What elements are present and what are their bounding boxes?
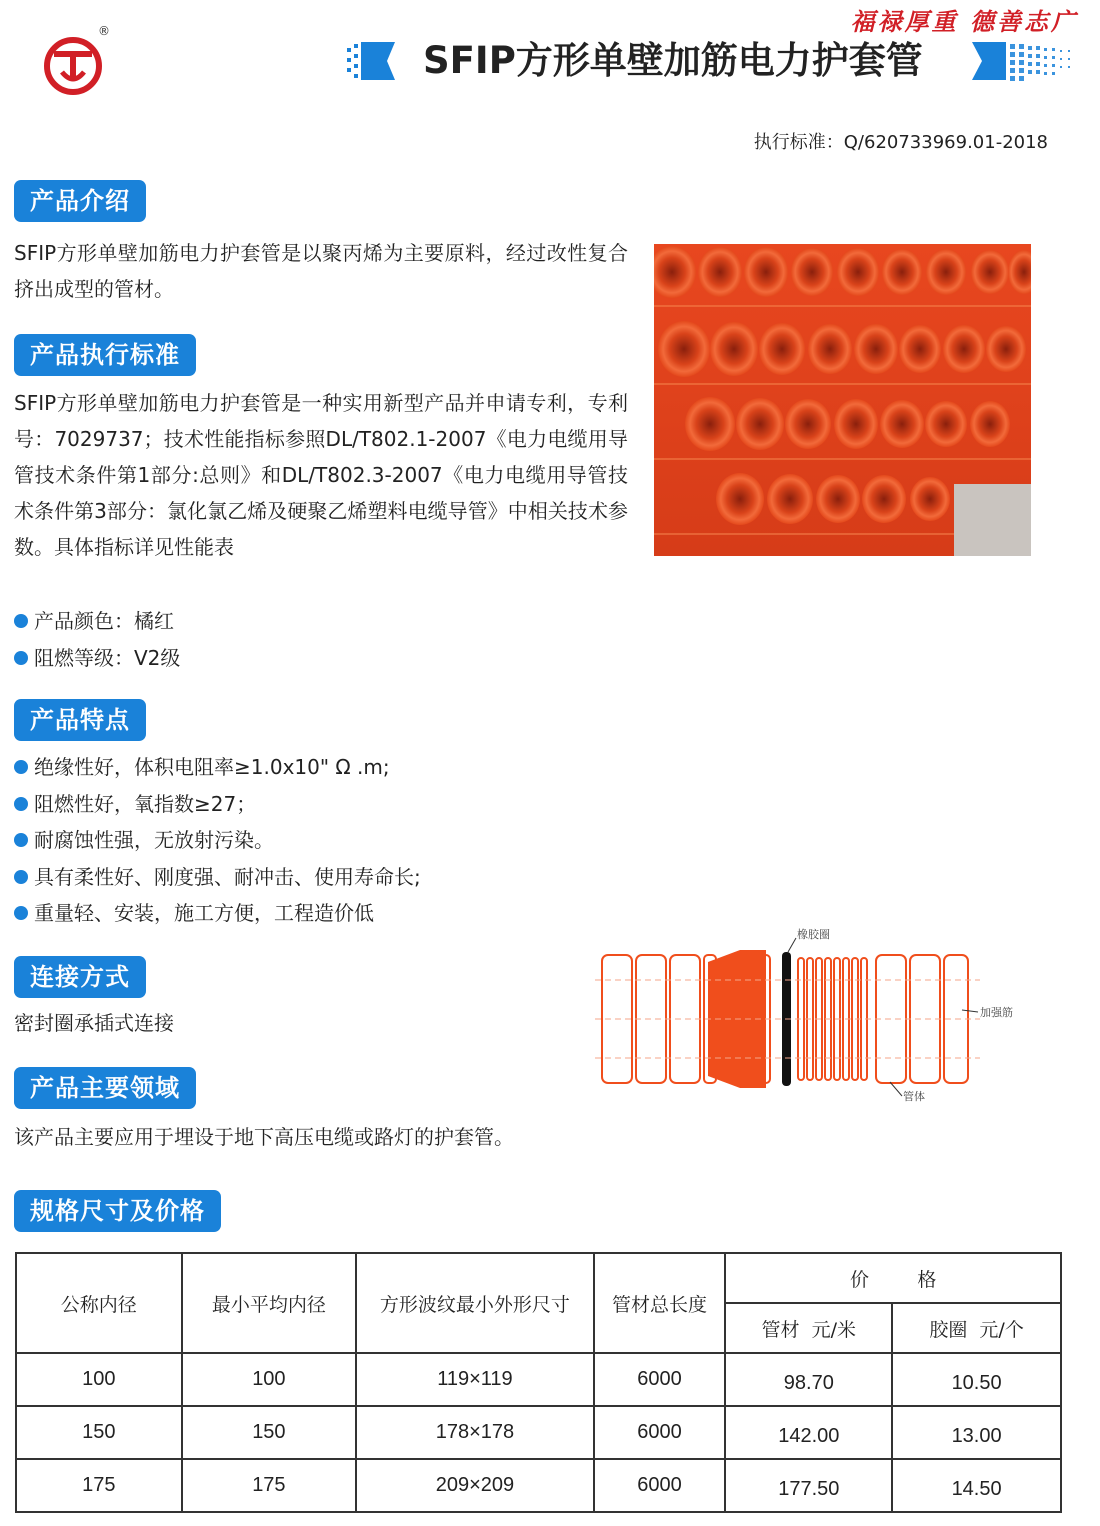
standard-text: SFIP方形单壁加筋电力护套管是一种实用新型产品并申请专利，专利号：7029737；技术性能指标参照DL/T802.1-2007《电力电缆用导管技术条件第1部分:总则》和DL/T802.3-2007《电力电缆用导管技术条件第3部分：氯化氯乙烯及硬聚乙烯塑料电缆导管》中相关技术参数。具体指标详见性能表 (14, 391, 628, 559)
list-item: 绝缘性好，体积电阻率≥1.0x10" Ω .m; (14, 749, 421, 786)
bullet-dot-icon (14, 797, 28, 811)
bullet-dot-icon (14, 614, 28, 628)
header-min-avg-diameter: 最小平均内径 (182, 1253, 357, 1353)
label-rib: 加强筋 (980, 1006, 1013, 1019)
list-item: 阻燃性好，氧指数≥27； (14, 786, 421, 823)
bullet-dot-icon (14, 760, 28, 774)
section-tag-spec: 规格尺寸及价格 (14, 1190, 221, 1232)
section-tag-features: 产品特点 (14, 699, 146, 741)
spec-price-table (15, 1252, 1062, 1513)
connection-text: 密封圈承插式连接 (14, 1011, 174, 1035)
section-tag-standard: 产品执行标准 (14, 334, 196, 376)
label-body: 管体 (903, 1090, 925, 1103)
section-tag-connection: 连接方式 (14, 956, 146, 998)
fields-text: 该产品主要应用于埋设于地下高压电缆或路灯的护套管。 (14, 1125, 514, 1149)
title-bar (345, 38, 1090, 84)
features-list (14, 749, 421, 932)
list-item: 阻燃等级：V2级 (14, 640, 180, 677)
slogan: 福禄厚重 德善志广 (850, 7, 1078, 36)
title-deco-right-icon (972, 38, 1090, 84)
bullet-dot-icon (14, 870, 28, 884)
list-item: 耐腐蚀性强，无放射污染。 (14, 822, 421, 859)
registered-mark: ® (98, 24, 110, 38)
section-tag-intro: 产品介绍 (14, 180, 146, 222)
header-price: 价 格 (725, 1253, 1061, 1303)
table-row: 100 100 119×119 6000 98.70 10.50 (16, 1353, 1061, 1406)
list-item: 重量轻、安装，施工方便，工程造价低 (14, 895, 421, 932)
header-total-length: 管材总长度 (594, 1253, 726, 1353)
header-pipe-price: 管材 元/米 (725, 1303, 892, 1353)
connection-diagram (590, 920, 1030, 1110)
bullet-dot-icon (14, 833, 28, 847)
section-tag-fields: 产品主要领域 (14, 1067, 196, 1109)
executive-standard: 执行标准：Q/620733969.01-2018 (753, 132, 1048, 153)
list-item: 产品颜色：橘红 (14, 603, 180, 640)
table-row: 150 150 178×178 6000 142.00 13.00 (16, 1406, 1061, 1459)
bullet-dot-icon (14, 906, 28, 920)
table-row: 175 175 209×209 6000 177.50 14.50 (16, 1459, 1061, 1512)
page-title: SFIP方形单壁加筋电力护套管 (423, 39, 923, 82)
intro-text: SFIP方形单壁加筋电力护套管是以聚丙烯为主要原料，经过改性复合挤出成型的管材。 (14, 241, 628, 301)
product-photo (654, 244, 1031, 556)
label-rubber-ring: 橡胶圈 (797, 928, 830, 941)
header-ring-price: 胶圈 元/个 (892, 1303, 1061, 1353)
standard-bullets (14, 603, 180, 676)
header-outer-size: 方形波纹最小外形尺寸 (356, 1253, 594, 1353)
list-item: 具有柔性好、刚度强、耐冲击、使用寿命长; (14, 859, 421, 896)
header-nominal-diameter: 公称内径 (16, 1253, 182, 1353)
company-logo (40, 30, 106, 96)
table-header-row (16, 1253, 1061, 1303)
title-deco-left-icon (345, 38, 403, 84)
bullet-dot-icon (14, 651, 28, 665)
